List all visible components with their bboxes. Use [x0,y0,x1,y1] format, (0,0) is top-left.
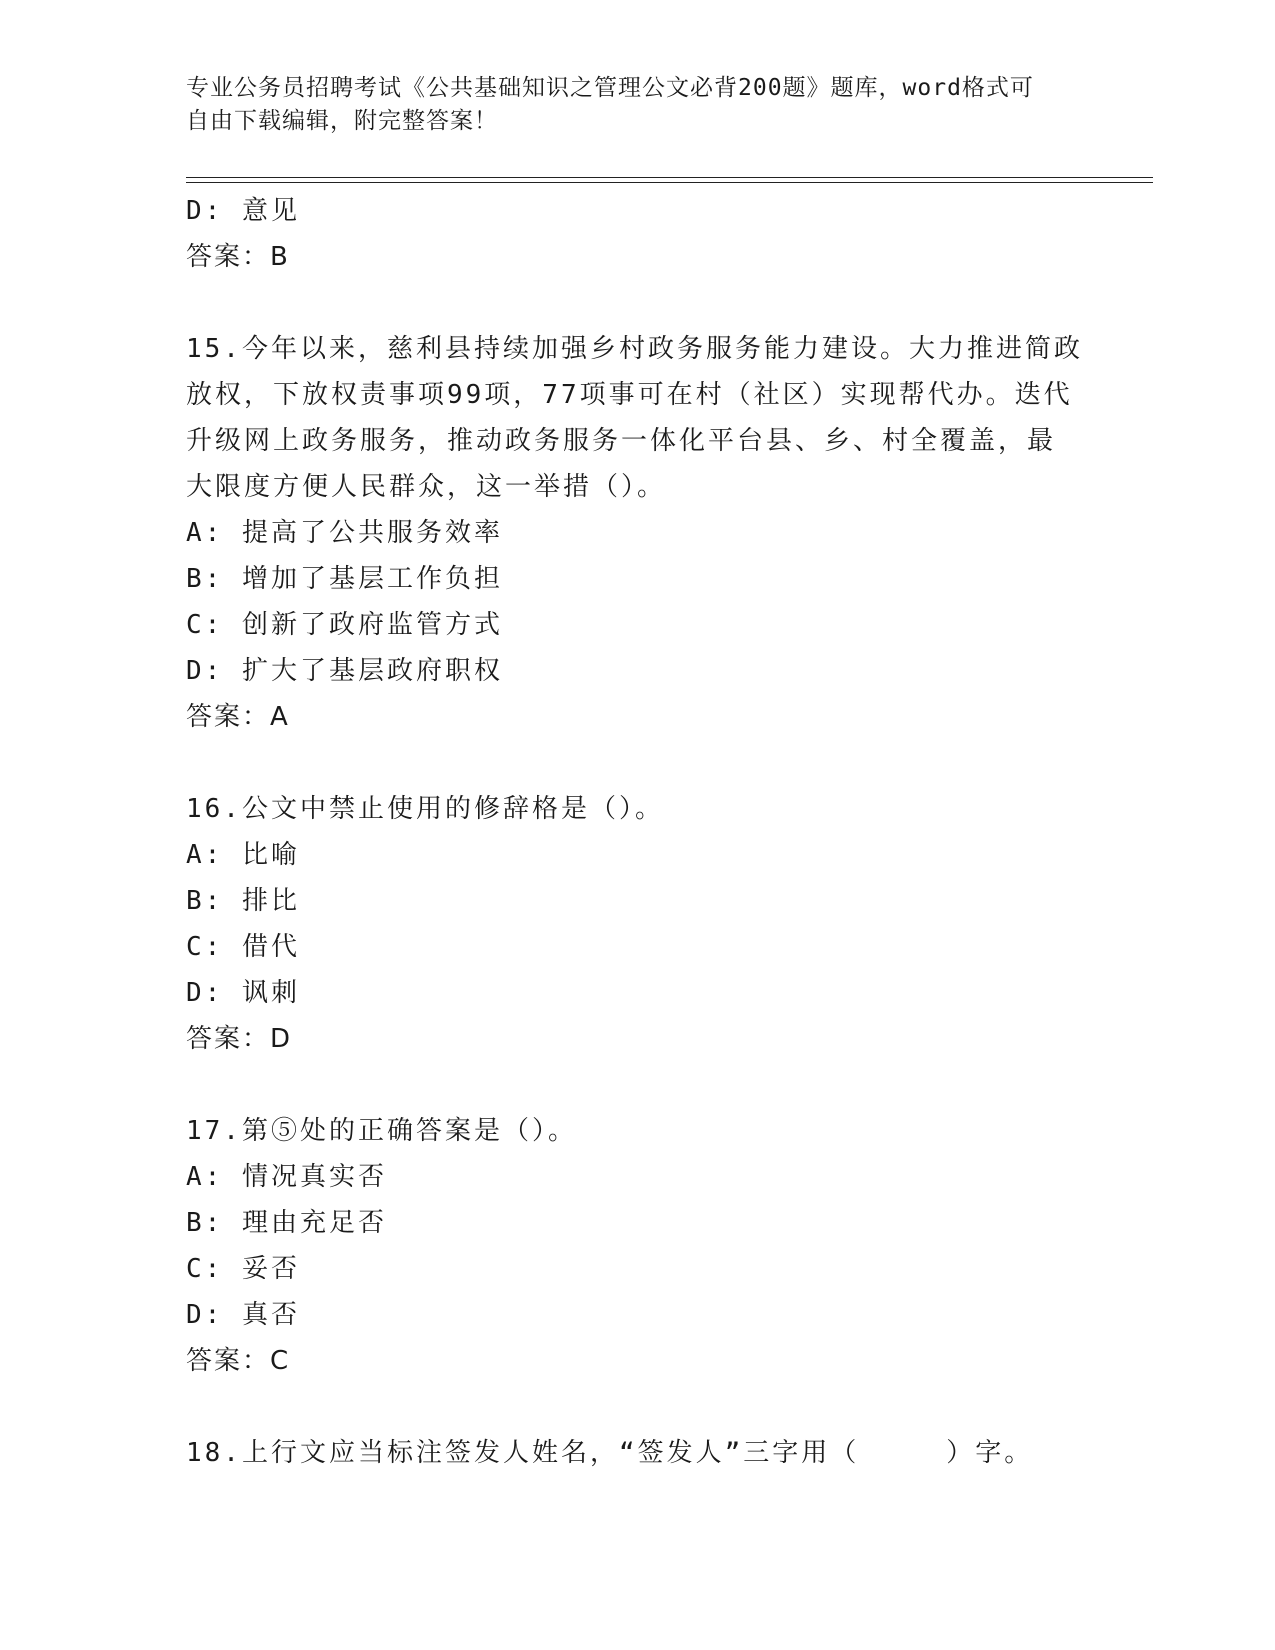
document-body [186,188,1086,1476]
question-18 [186,1430,1086,1476]
spacer [186,1384,1086,1430]
answer-line: 答案：C [186,1346,291,1376]
option-d: D: 意见 [186,196,300,226]
question-stem-line: 17.第⑤处的正确答案是（）。 [186,1116,577,1146]
question-stem-line: 16.公文中禁止使用的修辞格是（）。 [186,794,664,824]
question-stem-line: 升级网上政务服务，推动政务服务一体化平台县、乡、村全覆盖，最 [186,426,1057,456]
header-divider [186,177,1153,183]
option-c: C: 创新了政府监管方式 [186,610,503,640]
option-d: D: 真否 [186,1300,300,1330]
option-c: C: 借代 [186,932,300,962]
question-stem-line: 18.上行文应当标注签发人姓名，“签发人”三字用（ ）字。 [186,1438,1034,1468]
option-a: A: 提高了公共服务效率 [186,518,503,548]
page-header [186,72,1086,138]
answer-line: 答案：A [186,702,290,732]
spacer [186,1062,1086,1108]
option-b: B: 增加了基层工作负担 [186,564,503,594]
option-b: B: 理由充足否 [186,1208,387,1238]
spacer [186,280,1086,326]
option-a: A: 情况真实否 [186,1162,387,1192]
question-stem-line: 15.今年以来，慈利县持续加强乡村政务服务能力建设。大力推进简政 [186,334,1083,364]
question-15 [186,326,1086,740]
option-a: A: 比喻 [186,840,300,870]
header-line-2: 自由下载编辑，附完整答案！ [186,108,498,134]
question-16 [186,786,1086,1062]
answer-line: 答案：D [186,1024,293,1054]
option-d: D: 讽刺 [186,978,300,1008]
question-stem-line: 大限度方便人民群众，这一举措（）。 [186,472,667,502]
answer-line: 答案：B [186,242,290,272]
option-d: D: 扩大了基层政府职权 [186,656,503,686]
question-stem-line: 放权，下放权责事项99项，77项事可在村（社区）实现帮代办。迭代 [186,380,1073,410]
spacer [186,740,1086,786]
question-17 [186,1108,1086,1384]
option-b: B: 排比 [186,886,300,916]
option-c: C: 妥否 [186,1254,300,1284]
header-line-1: 专业公务员招聘考试《公共基础知识之管理公文必背200题》题库，word格式可 [186,75,1034,101]
